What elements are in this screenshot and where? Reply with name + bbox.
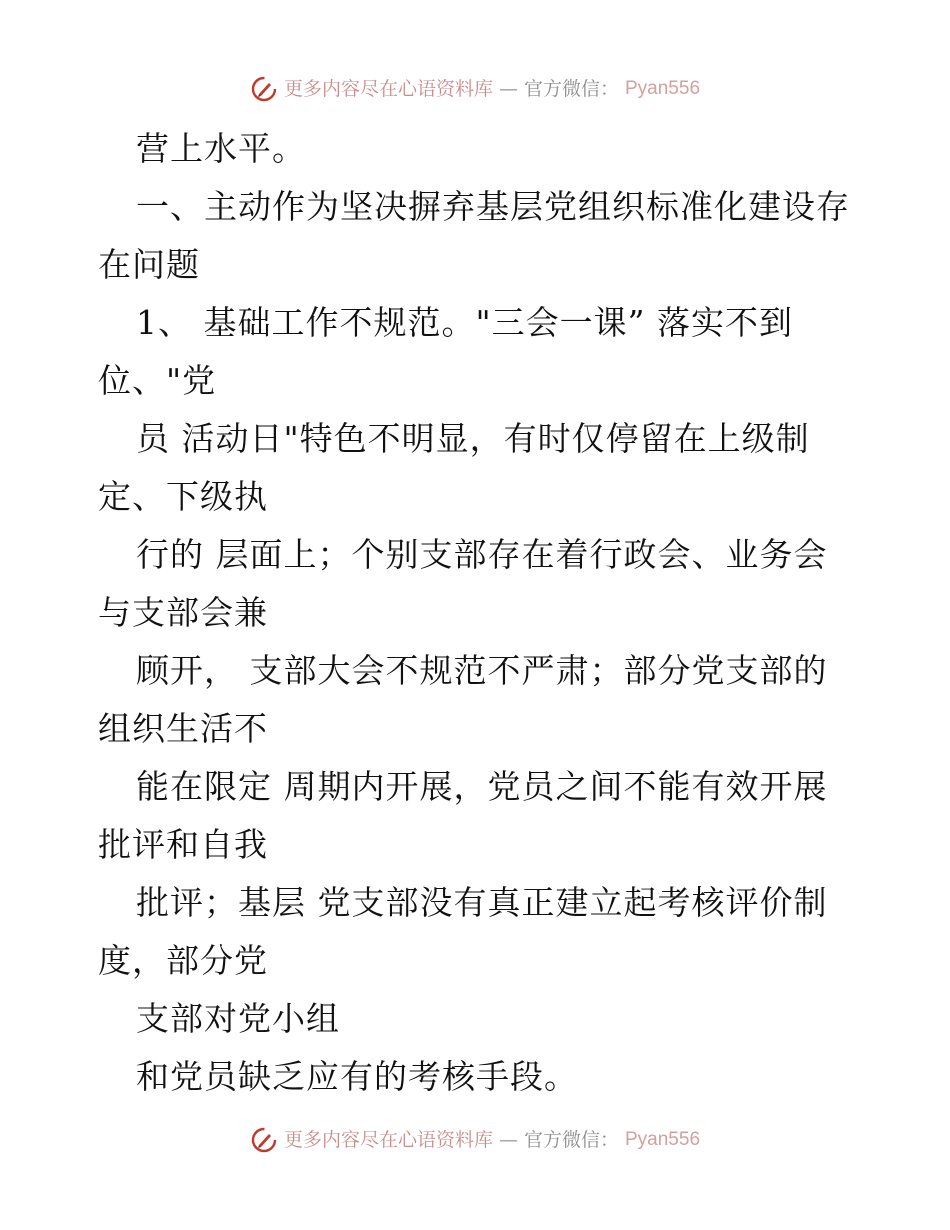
text-line: 批评；基层 党支部没有真正建立起考核评价制	[136, 883, 828, 922]
text-line: 组织生活不	[98, 709, 268, 748]
text-line: 营上水平。	[136, 129, 306, 168]
section-heading: 一、主动作为坚决摒弃基层党组织标准化建设存	[136, 187, 850, 226]
footer-watermark	[0, 1125, 950, 1155]
document-body	[98, 120, 858, 1106]
watermark-dash: —	[498, 1129, 518, 1151]
text-line: 定、下级执	[98, 477, 268, 516]
watermark-official-label: 官方微信：	[523, 78, 619, 100]
text-line: 支部对党小组	[136, 999, 340, 1038]
text-line: 员 活动日"特色不明显，有时仅停留在上级制	[136, 419, 810, 458]
text-line: 和党员缺乏应有的考核手段。	[136, 1057, 578, 1096]
watermark-dash: —	[498, 78, 518, 100]
text-line: 与支部会兼	[98, 593, 268, 632]
text-line: 1、 基础工作不规范。"三会一课” 落实不到	[136, 303, 794, 342]
watermark-account: Pyan556	[625, 1129, 701, 1150]
text-line: 度，部分党	[98, 941, 268, 980]
text-line: 在问题	[98, 245, 200, 284]
text-line: 位、"党	[98, 361, 217, 400]
text-line: 能在限定 周期内开展，党员之间不能有效开展	[136, 767, 828, 806]
watermark-official-label: 官方微信：	[523, 1129, 619, 1151]
text-line: 顾开， 支部大会不规范不严肃；部分党支部的	[136, 651, 828, 690]
text-line: 行的 层面上；个别支部存在着行政会、业务会	[136, 535, 828, 574]
text-line: 批评和自我	[98, 825, 268, 864]
header-watermark	[0, 74, 950, 104]
watermark-account: Pyan556	[625, 78, 701, 99]
pen-logo-icon	[250, 1126, 278, 1154]
pen-logo-icon	[250, 75, 278, 103]
watermark-site-text: 更多内容尽在心语资料库	[283, 78, 493, 100]
watermark-site-text: 更多内容尽在心语资料库	[283, 1129, 493, 1151]
